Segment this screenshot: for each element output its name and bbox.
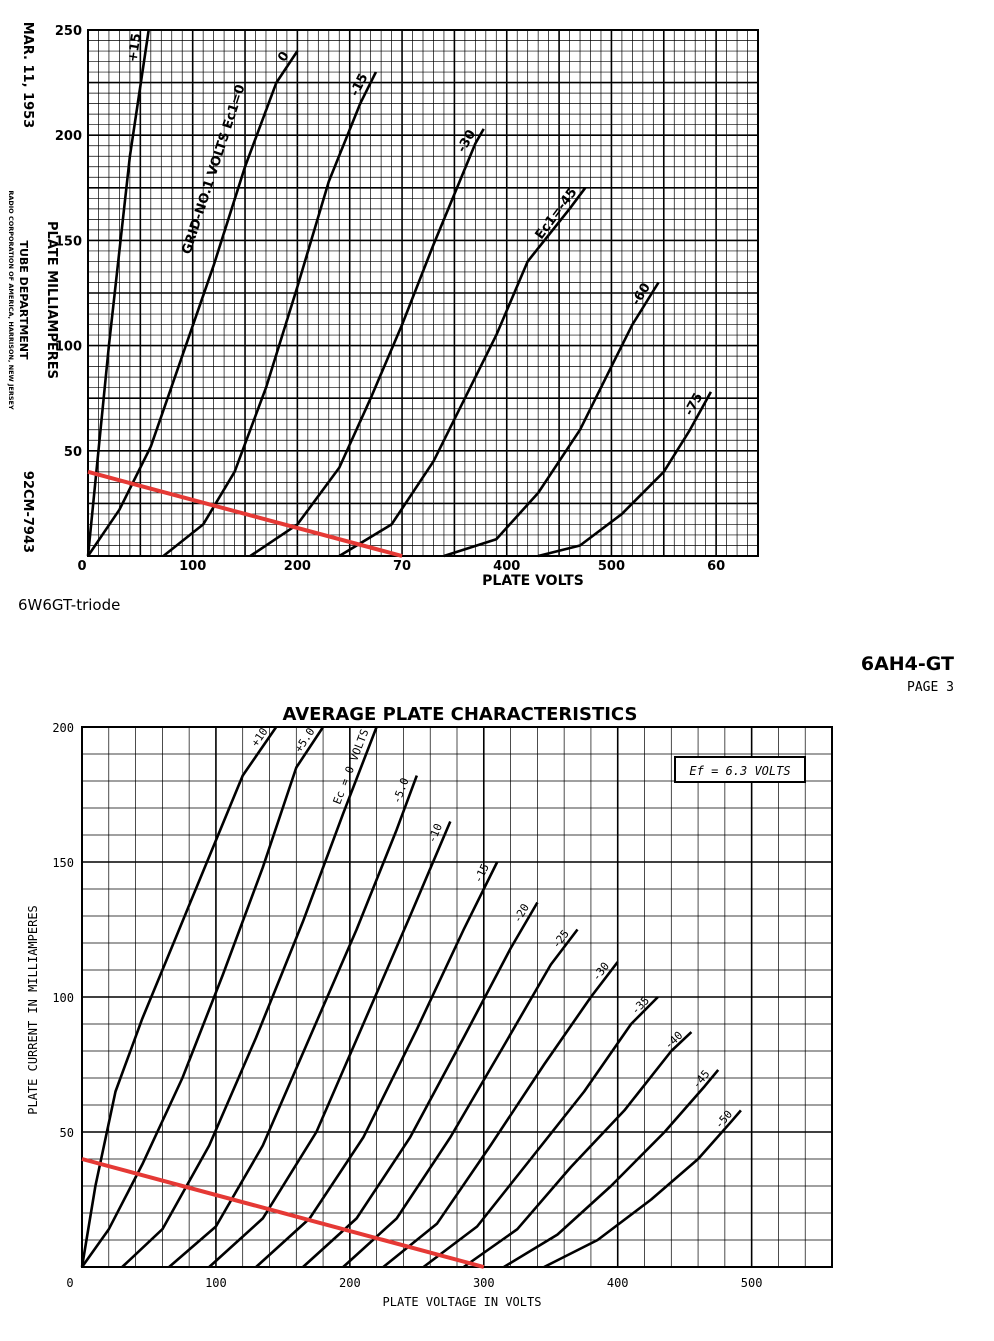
y-tick-label: 200 — [54, 129, 82, 145]
x-axis-label: PLATE VOLTAGE IN VOLTS — [382, 1295, 542, 1309]
x-axis-label: PLATE VOLTS — [482, 573, 584, 589]
y-axis-label: PLATE CURRENT IN MILLIAMPERES — [26, 905, 40, 1115]
page-number: PAGE 3 — [907, 680, 954, 695]
side-dept: TUBE DEPARTMENT — [17, 240, 30, 360]
x-tick-label: 300 — [472, 1276, 495, 1290]
x-tick-label: 400 — [606, 1276, 629, 1290]
series-label: +5.0 — [292, 725, 318, 755]
series-curve — [383, 959, 617, 1267]
x-tick-label: 60 — [707, 559, 726, 574]
series-curve — [464, 1032, 692, 1267]
chart-title: AVERAGE PLATE CHARACTERISTICS — [282, 704, 638, 725]
x-tick-label: 500 — [740, 1276, 763, 1290]
x-tick-label: 100 — [205, 1276, 227, 1290]
side-date: MAR. 11, 1953 — [20, 21, 35, 129]
tick-labels — [52, 721, 762, 1290]
plate-chart-6w6gt — [0, 0, 994, 640]
series-label: -60 — [628, 280, 654, 309]
y-tick-label: 50 — [63, 444, 82, 460]
series-label: -10 — [425, 821, 446, 845]
x-tick-label: 70 — [393, 559, 412, 574]
series-label: -15 — [347, 71, 372, 99]
y-tick-label: 200 — [52, 721, 74, 735]
series-curve — [544, 1107, 741, 1267]
series-label: -15 — [471, 861, 492, 886]
series-label: Ec = 0 VOLTS — [330, 727, 372, 807]
series-label: +15 — [125, 32, 145, 64]
x-tick-label-zero: 0 — [77, 559, 87, 574]
series-label: -30 — [589, 959, 613, 984]
x-tick-label: 400 — [493, 559, 521, 574]
side-code: 92CM-7943 — [20, 470, 35, 554]
chart-caption: 6W6GT-triode — [18, 596, 121, 614]
series-label: -50 — [712, 1107, 736, 1132]
x-tick-label: 200 — [339, 1276, 361, 1290]
curve-labels — [126, 32, 707, 418]
grid — [82, 727, 832, 1267]
series-label: Ec1=-45 — [532, 185, 581, 243]
curve-labels — [249, 725, 736, 1131]
tube-name: 6AH4-GT — [860, 653, 954, 675]
curve-group-title: GRID-NO.1 VOLTS Ec1=0 — [179, 82, 249, 257]
series-label: +10 — [248, 725, 271, 750]
y-axis-label: PLATE MILLIAMPERES — [44, 221, 59, 379]
series-curve — [250, 129, 483, 556]
series-label: -35 — [628, 993, 653, 1018]
series-label: -5.0 — [390, 776, 412, 806]
series-curve — [343, 930, 577, 1268]
y-tick-label: 50 — [59, 1126, 74, 1140]
y-tick-label: 150 — [52, 856, 74, 870]
x-tick-label: 100 — [179, 559, 207, 574]
series-label: -25 — [549, 927, 572, 952]
series-label: -75 — [681, 390, 707, 419]
x-tick-label-zero: 0 — [66, 1276, 74, 1290]
series-label: -30 — [454, 127, 480, 156]
series-label: -20 — [510, 901, 532, 926]
ef-label: Ef = 6.3 VOLTS — [689, 764, 791, 778]
y-tick-label: 250 — [54, 24, 82, 39]
series-label: -45 — [689, 1067, 713, 1092]
x-tick-label: 500 — [597, 559, 626, 574]
series-label: 0 — [275, 48, 293, 65]
y-tick-label: 150 — [54, 234, 82, 250]
x-tick-label: 200 — [283, 559, 311, 574]
series-label: -40 — [662, 1028, 686, 1052]
series-curve — [209, 822, 450, 1268]
y-tick-label: 100 — [54, 339, 82, 355]
side-company: RADIO CORPORATION OF AMERICA, HARRISON, NEW JERSEY — [7, 190, 15, 410]
plate-chart-6ah4gt — [0, 640, 994, 1341]
y-tick-label: 100 — [52, 991, 74, 1005]
